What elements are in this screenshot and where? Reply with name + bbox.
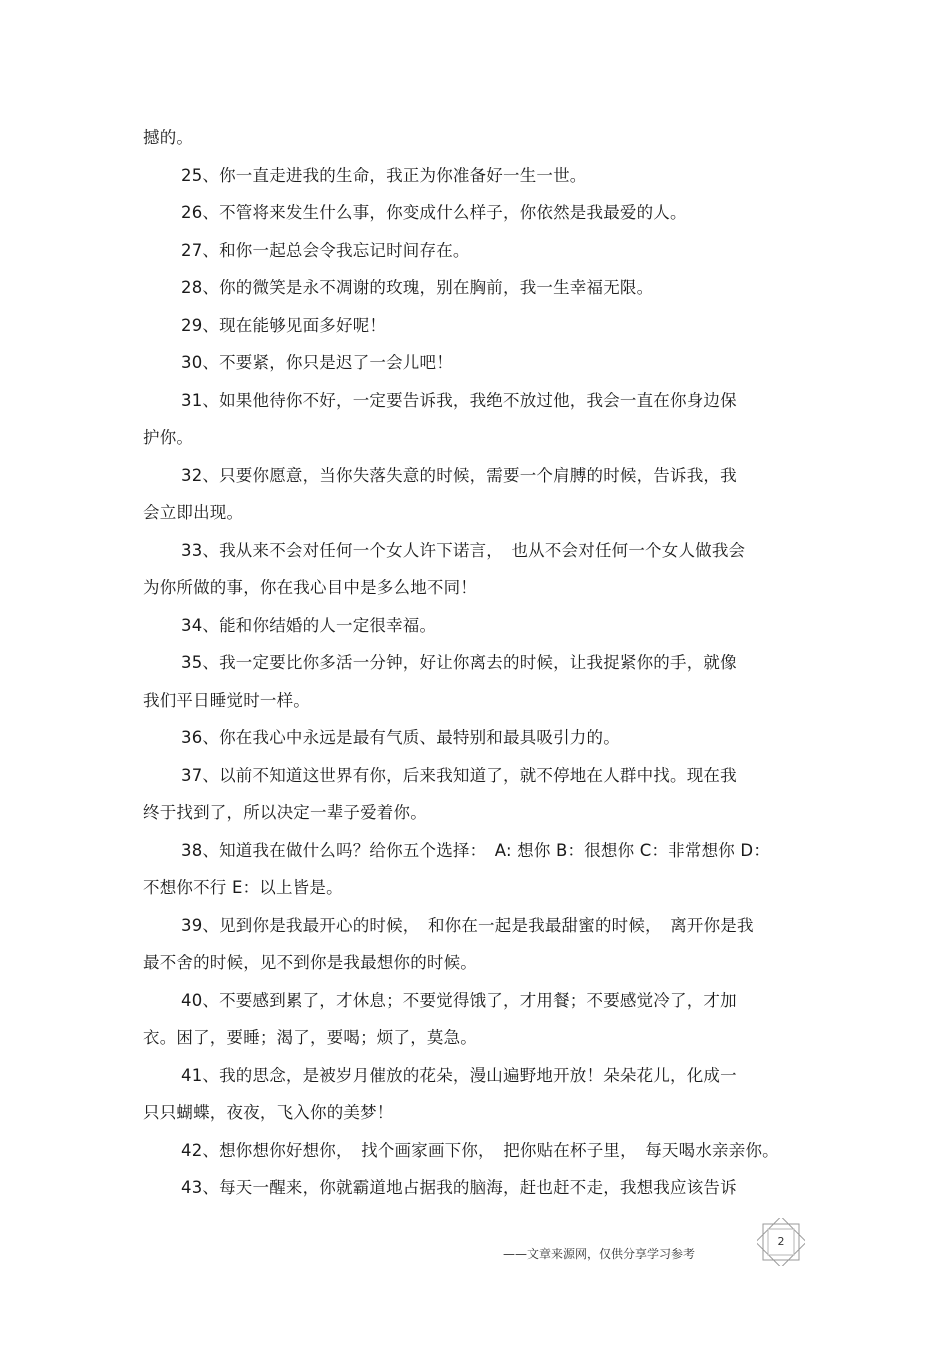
text-line: 39、见到你是我最开心的时候， 和你在一起是我最甜蜜的时候， 离开你是我 (181, 915, 754, 935)
text-line: 只只蝴蝶，夜夜，飞入你的美梦！ (143, 1103, 394, 1122)
text-line: 最不舍的时候，见不到你是我最想你的时候。 (143, 953, 477, 972)
text-line: 32、只要你愿意，当你失落失意的时候，需要一个肩膊的时候，告诉我，我 (181, 465, 737, 485)
text-line: 不想你不行 E：以上皆是。 (143, 878, 343, 897)
text-line: 终于找到了，所以决定一辈子爱着你。 (143, 803, 427, 822)
text-line: 28、你的微笑是永不凋谢的玫瑰，别在胸前，我一生幸福无限。 (181, 278, 654, 297)
page-number-badge (757, 1218, 805, 1266)
text-line: 26、不管将来发生什么事，你变成什么样子，你依然是我最爱的人。 (181, 203, 687, 222)
text-line: 43、每天一醒来，你就霸道地占据我的脑海，赶也赶不走，我想我应该告诉 (181, 1178, 737, 1197)
page-number: 2 (777, 1235, 785, 1248)
footer-source-note: ——文章来源网，仅供分享学习参考 (503, 1247, 696, 1261)
text-line: 27、和你一起总会令我忘记时间存在。 (181, 240, 470, 260)
text-line: 我们平日睡觉时一样。 (143, 690, 310, 710)
text-line: 40、不要感到累了，才休息；不要觉得饿了，才用餐；不要感觉冷了，才加 (181, 990, 737, 1010)
text-line: 34、能和你结婚的人一定很幸福。 (181, 615, 437, 635)
text-line: 会立即出现。 (143, 503, 244, 522)
text-line: 41、我的思念，是被岁月催放的花朵，漫山遍野地开放！朵朵花儿，化成一 (181, 1065, 737, 1085)
text-line: 31、如果他待你不好，一定要告诉我，我绝不放过他，我会一直在你身边保 (181, 390, 737, 410)
text-line: 36、你在我心中永远是最有气质、最特别和最具吸引力的。 (181, 728, 620, 747)
document-body (143, 119, 803, 1207)
text-line: 25、你一直走进我的生命，我正为你准备好一生一世。 (181, 165, 587, 185)
text-line: 38、知道我在做什么吗？给你五个选择： A: 想你 B：很想你 C：非常想你 D： (181, 840, 771, 860)
text-line: 撼的。 (143, 128, 194, 147)
text-line: 29、现在能够见面多好呢！ (181, 315, 387, 335)
text-line: 42、想你想你好想你， 找个画家画下你， 把你贴在杯子里， 每天喝水亲亲你。 (181, 1140, 779, 1160)
text-line: 30、不要紧，你只是迟了一会儿吧！ (181, 353, 453, 372)
text-line: 33、我从来不会对任何一个女人许下诺言， 也从不会对任何一个女人做我会 (181, 540, 746, 560)
text-line: 35、我一定要比你多活一分钟，好让你离去的时候，让我捉紧你的手，就像 (181, 653, 737, 672)
text-line: 衣。困了，要睡；渴了，要喝；烦了，莫急。 (143, 1028, 477, 1047)
text-line: 37、以前不知道这世界有你，后来我知道了，就不停地在人群中找。现在我 (181, 765, 737, 785)
text-line: 为你所做的事，你在我心目中是多么地不同！ (143, 578, 477, 597)
text-line: 护你。 (143, 428, 194, 447)
